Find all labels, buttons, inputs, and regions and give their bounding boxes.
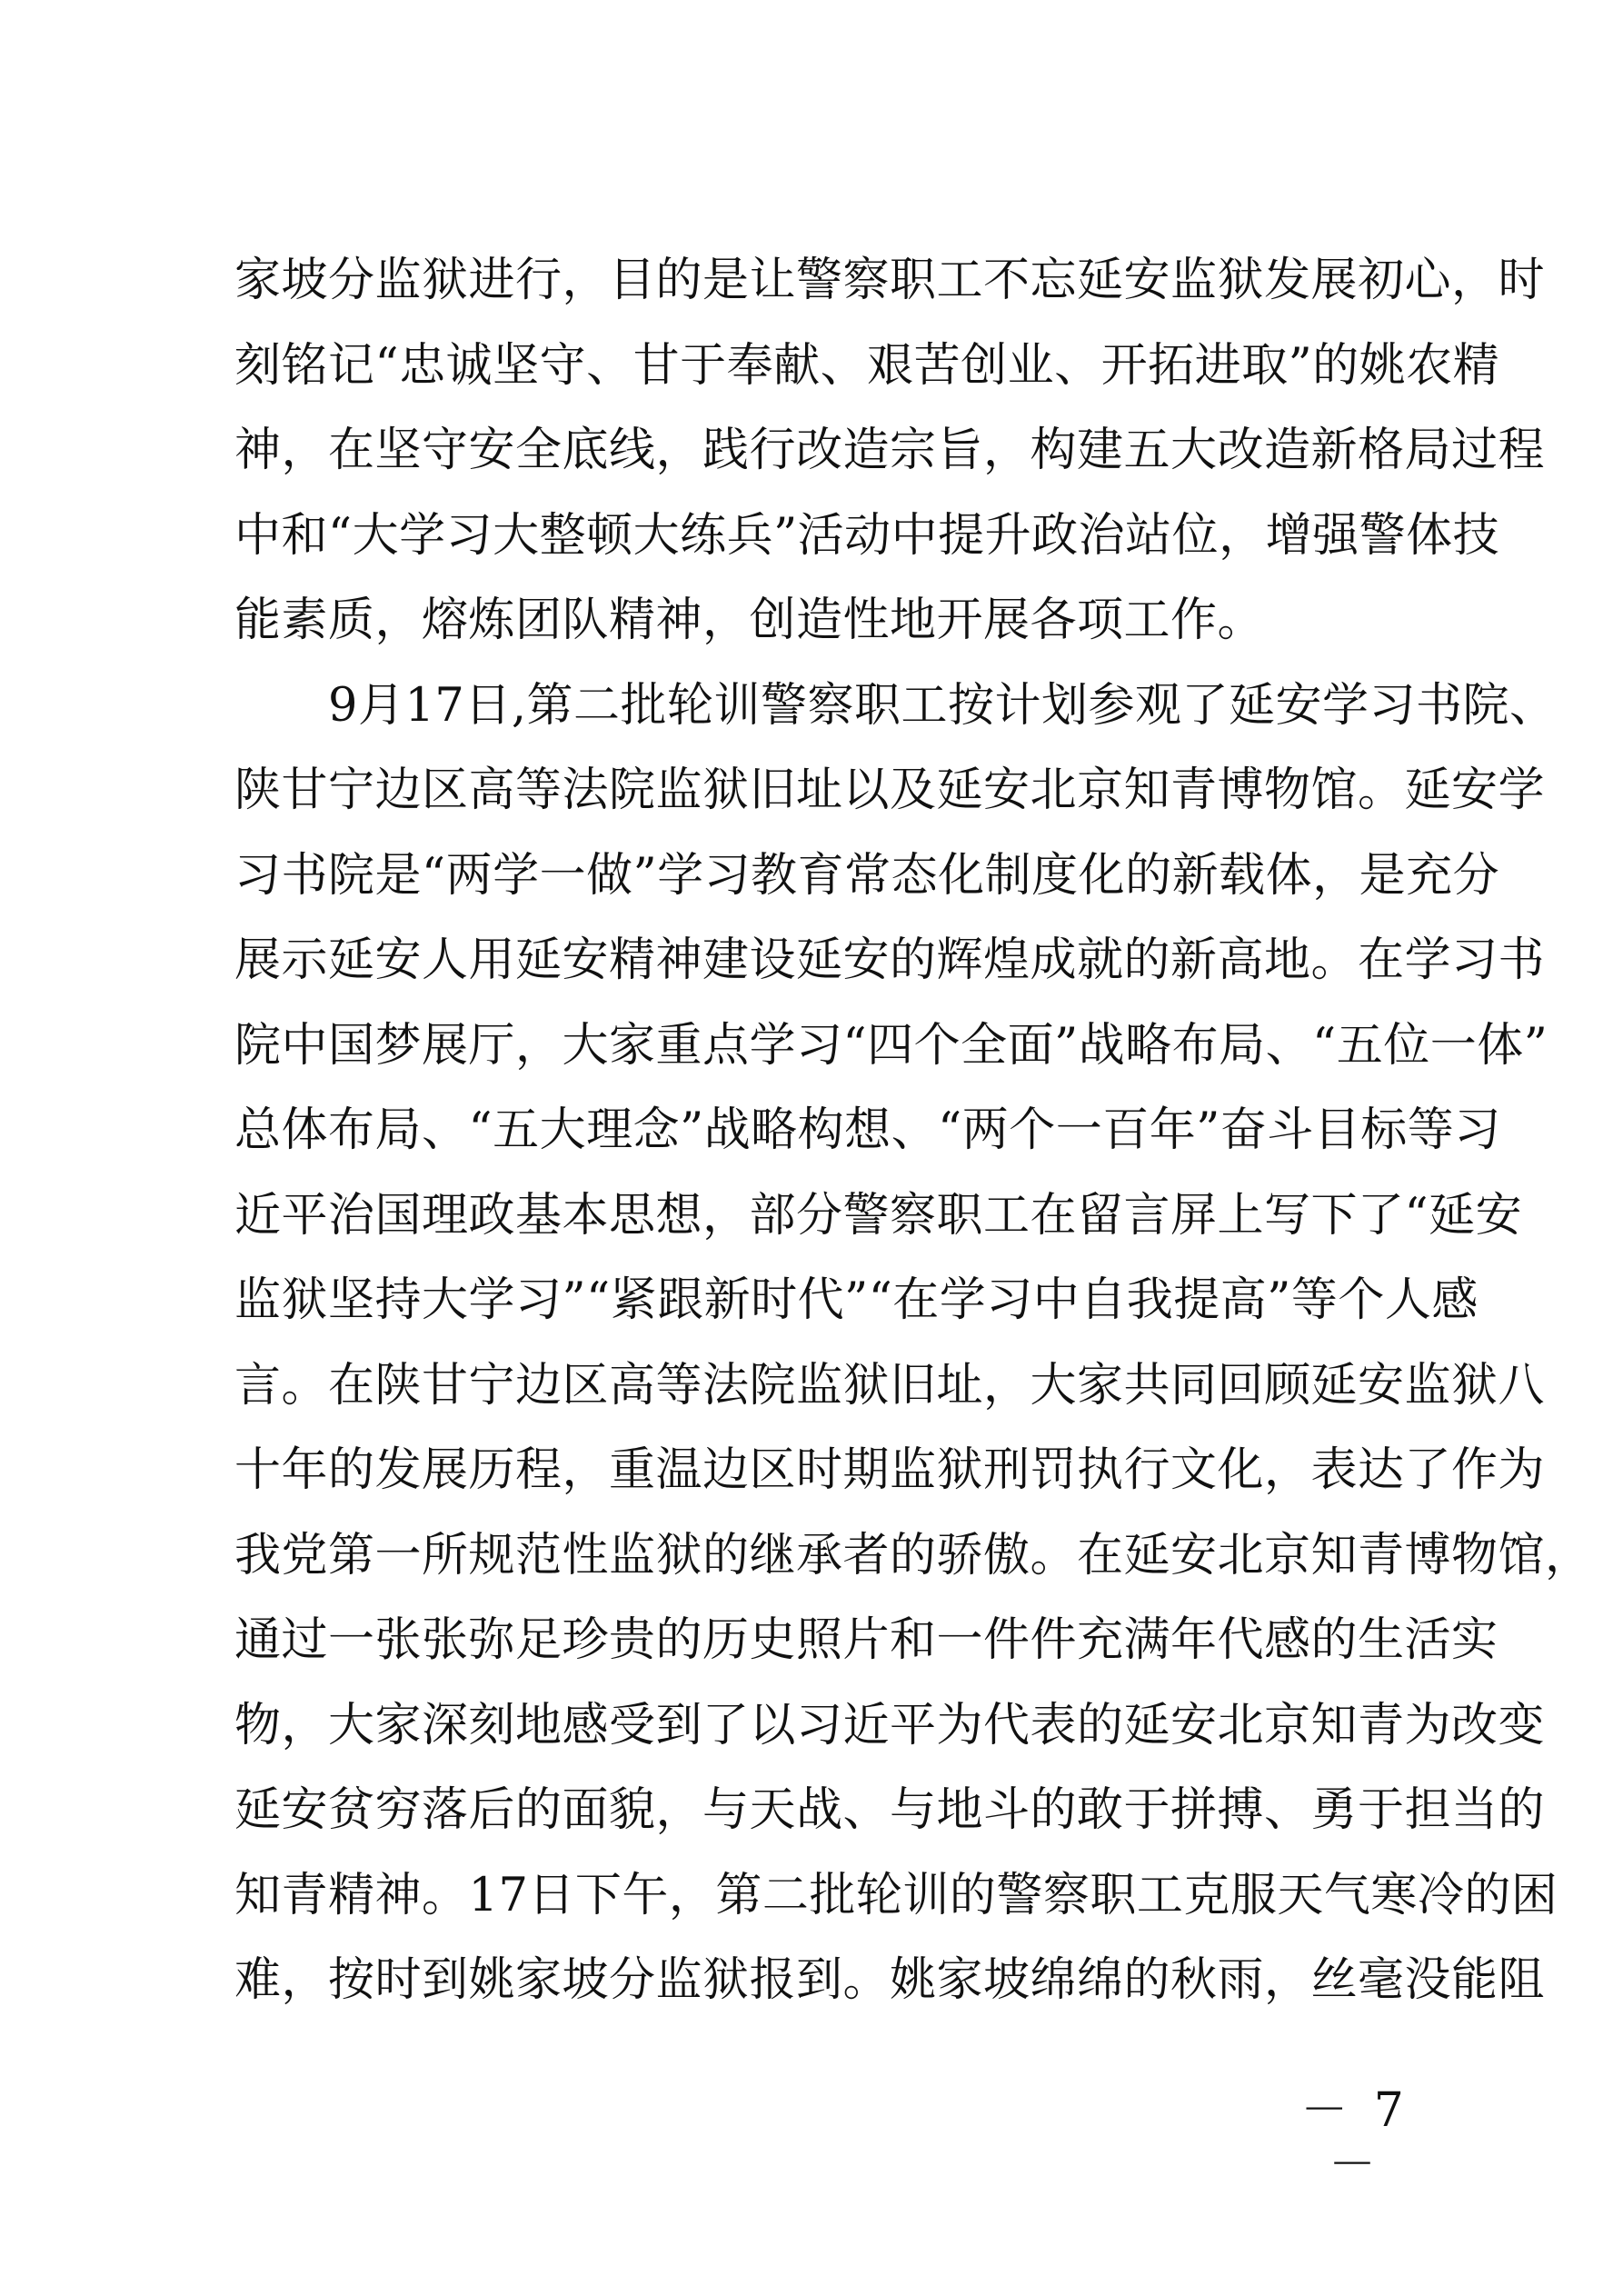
text-line: 中和“大学习大整顿大练兵”活动中提升政治站位，增强警体技 (234, 508, 1500, 563)
text-line: 神，在坚守安全底线，践行改造宗旨，构建五大改造新格局过程 (234, 424, 1546, 477)
text-line: 物，大家深刻地感受到了以习近平为代表的延安北京知青为改变 (234, 1698, 1546, 1752)
text-line: 能素质，熔炼团队精神，创造性地开展各项工作。 (234, 594, 1265, 647)
text-line: 通过一张张弥足珍贵的历史照片和一件件充满年代感的生活实 (234, 1613, 1499, 1667)
text-line: 近平治国理政基本思想，部分警察职工在留言屏上写下了“延安 (234, 1188, 1523, 1243)
page-number: － 7 － (1300, 2083, 1409, 2192)
text-line: 院中国梦展厅，大家重点学习“四个全面”战略布局、“五位一体” (234, 1018, 1548, 1073)
text-line: 十年的发展历程，重温边区时期监狱刑罚执行文化，表达了作为 (234, 1443, 1546, 1497)
text-line: 家坡分监狱进行，目的是让警察职工不忘延安监狱发展初心，时 (234, 254, 1546, 307)
text-line: 监狱坚持大学习”“紧跟新时代”“在学习中自我提高”等个人感 (234, 1273, 1479, 1327)
text-line: 我党第一所规范性监狱的继承者的骄傲。在延安北京知青博物馆， (234, 1528, 1592, 1582)
text-line: 9月17日,第二批轮训警察职工按计划参观了延安学习书院、 (234, 678, 1557, 733)
text-line: 言。在陕甘宁边区高等法院监狱旧址，大家共同回顾延安监狱八 (234, 1358, 1546, 1413)
text-line: 难，按时到姚家坡分监狱报到。姚家坡绵绵的秋雨，丝毫没能阻 (234, 1953, 1546, 2007)
text-line: 陕甘宁边区高等法院监狱旧址以及延安北京知青博物馆。延安学 (234, 764, 1546, 817)
body-text (234, 238, 1592, 2023)
text-line: 习书院是“两学一做”学习教育常态化制度化的新载体，是充分 (234, 848, 1500, 903)
text-line: 知青精神。17日下午，第二批轮训的警察职工克服天气寒冷的困 (234, 1868, 1558, 1922)
text-line: 延安贫穷落后的面貌，与天战、与地斗的敢于拼搏、勇于担当的 (234, 1783, 1546, 1837)
text-line: 总体布局、“五大理念”战略构想、“两个一百年”奋斗目标等习 (234, 1103, 1501, 1157)
text-line: 刻铭记“忠诚坚守、甘于奉献、艰苦创业、开拓进取”的姚农精 (234, 338, 1500, 393)
text-line: 展示延安人用延安精神建设延安的辉煌成就的新高地。在学习书 (234, 933, 1546, 987)
